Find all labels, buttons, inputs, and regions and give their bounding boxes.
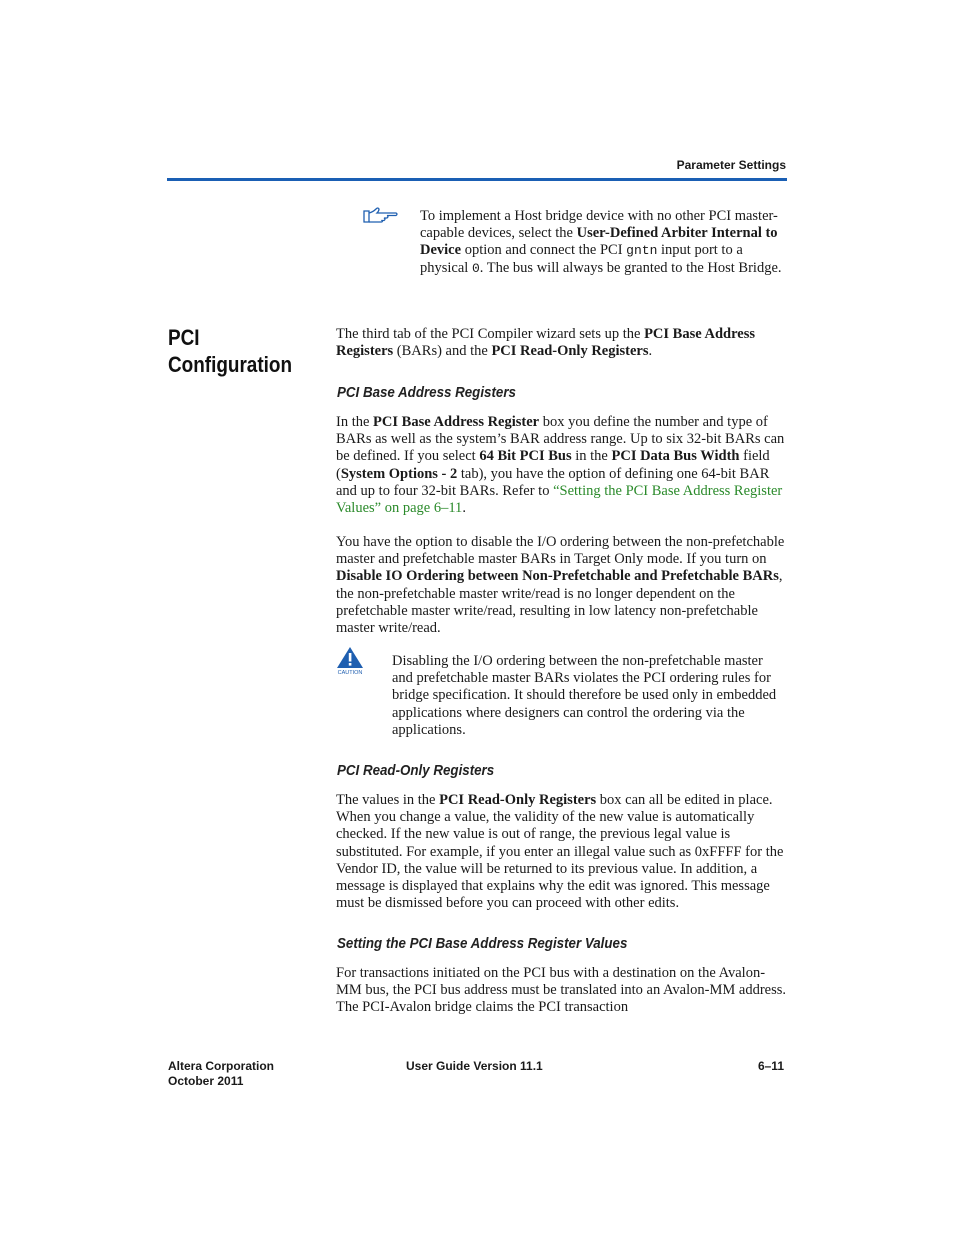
note-text-3: input port to a physical [420, 242, 743, 276]
note-text-2: option and connect the PCI [461, 242, 627, 259]
bar-p1-bold-3: PCI Data Bus Width [611, 448, 740, 465]
footer-page-number: 6–11 [757, 1059, 784, 1073]
subheading-read-only: PCI Read-Only Registers [337, 763, 495, 779]
bar-p2-text-2: , the non-prefetchable master write/read is no longer dependent on the prefetchable master write/read, resulting in low latency non-prefetchable master write/read. [336, 568, 783, 637]
bar-p2-text-1: You have the option to disable the I/O ordering between the non-prefetchable master and prefetchable master BARs in Target Only mode. If you turn on [336, 534, 785, 568]
footer-left [168, 1059, 274, 1089]
bar-paragraph-1 [336, 414, 788, 517]
cross-reference-link[interactable]: “Setting the PCI Base Address Register Values” on page 6–11 [336, 482, 783, 517]
bar-p1-text-4: field ( [336, 448, 770, 482]
bar-p1-bold-4: System Options - 2 [340, 465, 458, 482]
bar-p1-bold-2: 64 Bit PCI Bus [479, 448, 572, 465]
ro-bold-1: PCI Read-Only Registers [439, 792, 597, 808]
bar-paragraph-2 [336, 534, 788, 637]
note-text-1: To implement a Host bridge device with no other PCI master-capable devices, select the [420, 208, 778, 242]
ro-text-2: box can all be edited in place. When you change a value, the validity of the new value is automatically checked. If the new value is out of range, the previous legal value is substituted. For example, if you enter an illegal value such as 0xFFFF for the Vendor ID, the value will be returned to its previous value. In addition, a message is displayed that explains why the edit was ignored. This message must be dismissed before you can proceed with other edits. [336, 792, 784, 912]
intro-text-2: (BARs) and the [393, 343, 492, 360]
section-title-line-1: PCI [168, 325, 200, 350]
bar-p1-bold-1: PCI Base Address Register [373, 414, 540, 430]
intro-bold-ro: PCI Read-Only Registers [491, 343, 649, 360]
bar-p1-text-6: . [462, 500, 466, 517]
note-text-4: . The bus will always be granted to the Host Bridge. [479, 259, 782, 276]
caution-label: CAUTION [337, 670, 363, 676]
intro-paragraph [336, 326, 788, 360]
subheading-setting-values: Setting the PCI Base Address Register Values [337, 936, 628, 952]
read-only-paragraph [336, 792, 788, 912]
section-title [168, 324, 292, 378]
bar-p1-text-5: tab), you have the option of defining one 64-bit BAR and up to four 32-bit BARs. Refer to [336, 465, 770, 499]
bar-p1-text-3: in the [571, 448, 612, 465]
intro-text-3: . [648, 343, 653, 360]
note-text [420, 208, 785, 277]
bar-p2-bold-1: Disable IO Ordering between Non-Prefetchable and Prefetchable BARs [336, 568, 779, 585]
note-code-zero: 0 [471, 260, 480, 276]
intro-text-1: The third tab of the PCI Compiler wizard sets up the [336, 326, 645, 342]
footer-version: User Guide Version 11.1 [406, 1059, 543, 1073]
running-header: Parameter Settings [676, 158, 786, 172]
subheading-bar: PCI Base Address Registers [337, 385, 516, 401]
footer-company: Altera Corporation [168, 1059, 275, 1073]
intro-bold-bar: PCI Base Address Registers [336, 326, 755, 360]
bar-p1-text-1: In the [336, 414, 374, 430]
ro-text-1: The values in the [336, 792, 440, 808]
pointing-hand-icon [363, 206, 399, 224]
note-code-gntn: gntn [626, 243, 658, 259]
bar-p1-text-2: box you define the number and type of BARs as well as the system’s BAR address range. Up to six 32-bit BARs can be defined. If you select [336, 414, 785, 465]
note-bold-arbiter: User-Defined Arbiter Internal to Device [420, 225, 778, 259]
caution-icon [334, 646, 368, 676]
section-title-line-2: Configuration [168, 352, 293, 377]
header-rule [167, 178, 787, 181]
caution-text: Disabling the I/O ordering between the non-prefetchable master and prefetchable master BARs violates the PCI ordering rules for bridge specification. It should therefore be used only in embedded applications where designers can control the ordering via the applications. [392, 653, 777, 738]
setting-paragraph: For transactions initiated on the PCI bus with a destination on the Avalon-MM bus, the PCI bus address must be translated into an Avalon-MM address. The PCI-Avalon bridge claims the PCI transaction [336, 965, 786, 1016]
footer-date: October 2011 [168, 1074, 244, 1088]
